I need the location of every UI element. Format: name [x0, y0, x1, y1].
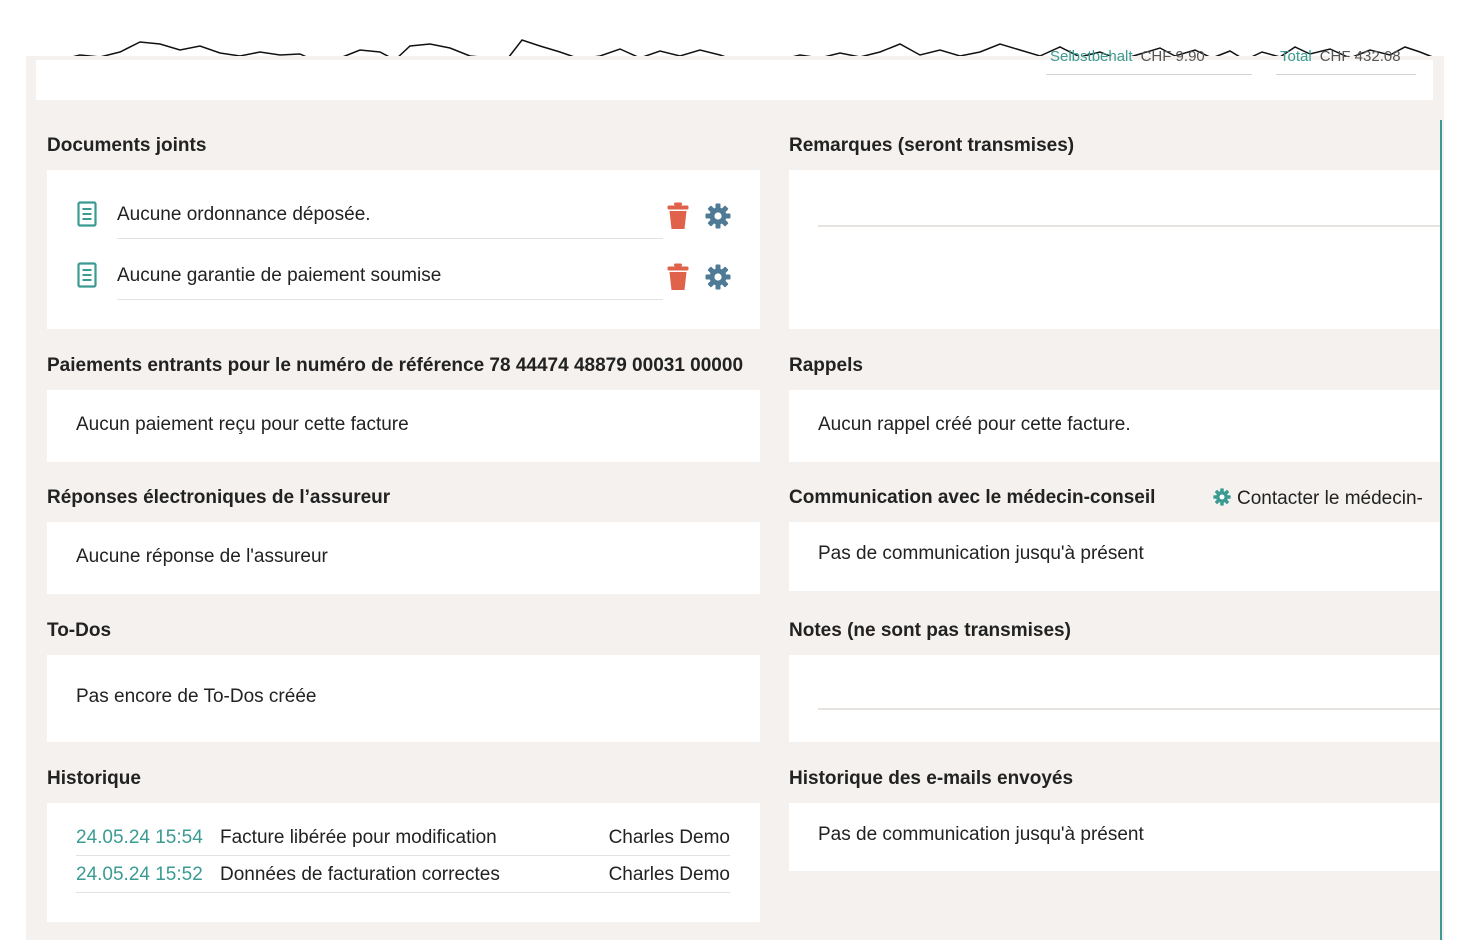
document-row [77, 191, 733, 239]
todos-card [47, 655, 760, 742]
history-date: 24.05.24 15:52 [76, 864, 203, 885]
insurer-responses-card [47, 522, 760, 594]
notes-card [789, 655, 1440, 742]
insurer-responses-title: Réponses électroniques de l’assureur [47, 487, 391, 508]
document-icon [77, 201, 97, 227]
document-label[interactable]: Aucune ordonnance déposée. [117, 191, 663, 239]
documents-title: Documents joints [47, 135, 207, 156]
history-card [47, 803, 760, 922]
gear-icon[interactable] [705, 203, 731, 229]
reminders-title: Rappels [789, 355, 863, 376]
totals-value: CHF 9.90 [1140, 48, 1205, 65]
history-description: Facture libérée pour modification [220, 827, 497, 848]
history-row [76, 858, 730, 893]
history-user: Charles Demo [608, 864, 730, 885]
insurer-responses-empty-text: Aucune réponse de l'assureur [76, 546, 328, 567]
payments-card [47, 390, 760, 462]
notes-input[interactable] [818, 708, 1440, 710]
medical-advisor-title: Communication avec le médecin-conseil [789, 487, 1156, 508]
documents-card [47, 170, 760, 329]
contact-medical-advisor-link[interactable] [1213, 488, 1439, 510]
history-description: Données de facturation correctes [220, 864, 500, 885]
gear-icon [1213, 488, 1231, 506]
payments-empty-text: Aucun paiement reçu pour cette facture [76, 414, 409, 435]
contact-medical-advisor-label: Contacter le médecin- [1237, 488, 1423, 509]
notes-title: Notes (ne sont pas transmises) [789, 620, 1071, 641]
document-label[interactable]: Aucune garantie de paiement soumise [117, 252, 663, 300]
reminders-card [789, 390, 1440, 462]
email-history-title: Historique des e-mails envoyés [789, 768, 1074, 789]
trash-icon[interactable] [667, 263, 689, 291]
medical-advisor-card [789, 522, 1440, 591]
totals-label: Total [1280, 48, 1312, 65]
document-icon [77, 262, 97, 288]
todos-empty-text: Pas encore de To-Dos créée [76, 686, 317, 707]
history-date: 24.05.24 15:54 [76, 827, 203, 848]
gear-icon[interactable] [705, 264, 731, 290]
reminders-empty-text: Aucun rappel créé pour cette facture. [818, 414, 1131, 435]
history-title: Historique [47, 768, 141, 789]
history-row [76, 821, 730, 856]
email-history-card [789, 803, 1440, 871]
email-history-empty-text: Pas de communication jusqu'à présent [818, 824, 1144, 845]
todos-title: To-Dos [47, 620, 112, 641]
totals-field-selbstbehalt [1046, 44, 1252, 75]
remarks-card [789, 170, 1440, 329]
medical-advisor-empty-text: Pas de communication jusqu'à présent [818, 543, 1144, 564]
payments-title: Paiements entrants pour le numéro de référence 78 44474 48879 00031 00000 [47, 355, 744, 376]
scroll-edge [1440, 120, 1442, 940]
totals-label: Selbstbehalt [1050, 48, 1133, 65]
document-row [77, 252, 733, 300]
history-user: Charles Demo [608, 827, 730, 848]
totals-value: CHF 432.08 [1319, 48, 1401, 65]
trash-icon[interactable] [667, 202, 689, 230]
remarks-input[interactable] [818, 225, 1440, 227]
totals-field-total [1276, 44, 1416, 75]
remarks-title: Remarques (seront transmises) [789, 135, 1075, 156]
